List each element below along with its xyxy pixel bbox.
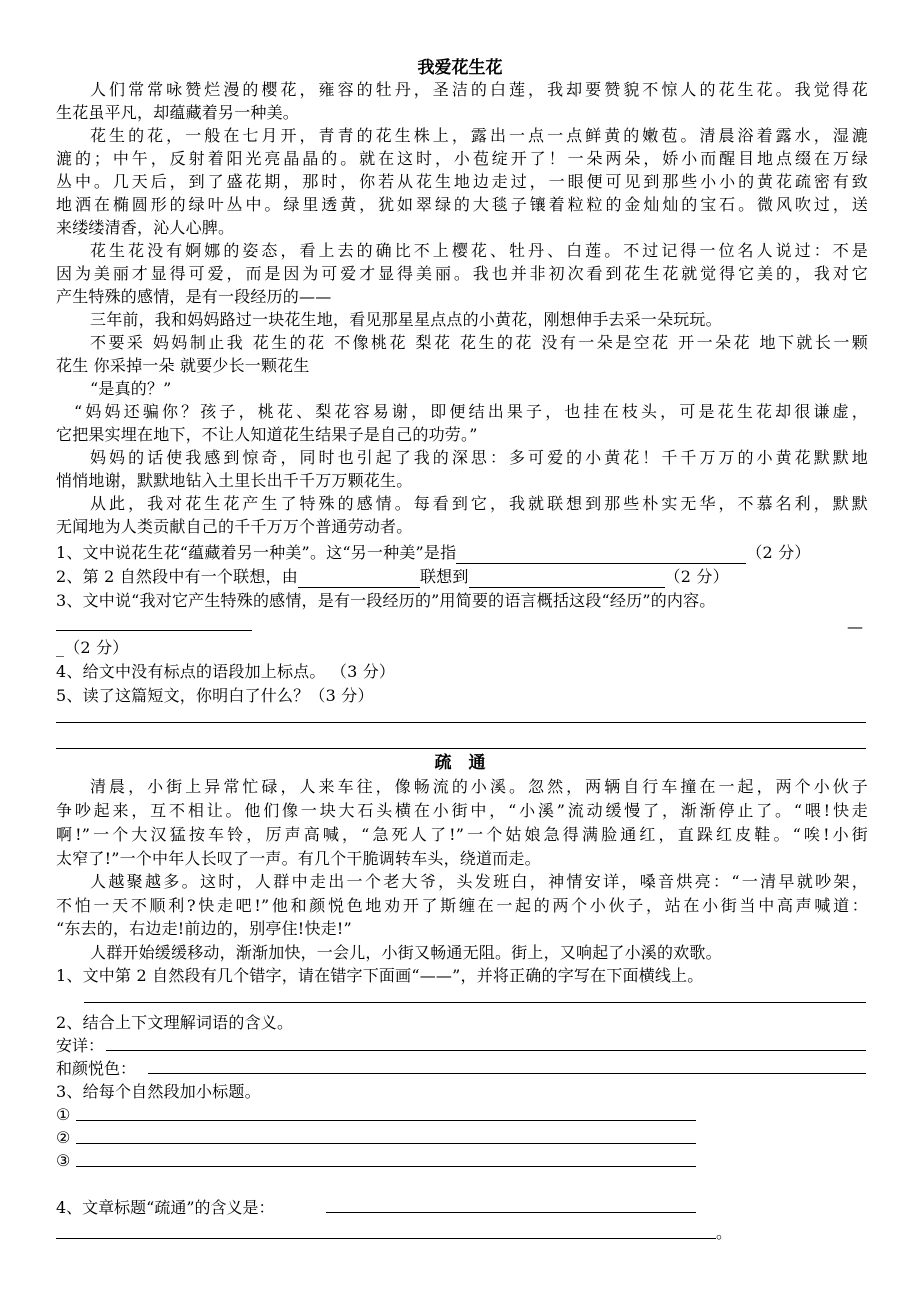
passage2-question-4: 4、文章标题“疏通”的含义是： <box>56 1198 275 1217</box>
passage1-line: 丛中。几天后，到了盛花期，那时，你若从花生地边走过，一眼便可见到那些小小的黄花疏密有致 <box>56 172 868 191</box>
answer-line-5a[interactable] <box>56 722 866 723</box>
passage1-line: “妈妈还骗你？孩子，桃花、梨花容易谢，即便结出果子，也挂在枝头，可是花生花却很谦虚， <box>74 402 868 421</box>
passage1-line: 无闻地为人类贡献自己的千千万万个普通劳动者。 <box>56 517 413 536</box>
passage2-line: 清晨，小街上异常忙碌，人来车往，像畅流的小溪。忽然，两辆自行车撞在一起，两个小伙子 <box>90 777 868 796</box>
passage2-question-3: 3、给每个自然段加小标题。 <box>56 1082 261 1101</box>
passage2-line: 人群开始缓缓移动，渐渐加快，一会儿，小街又畅通无阻。街上，又响起了小溪的欢歌。 <box>90 943 722 962</box>
circled-2: ② <box>56 1128 71 1147</box>
passage2-line: 争吵起来，互不相让。他们像一块大石头横在小街中，“小溪”流动缓慢了，渐渐停止了。“喂!快走 <box>56 801 868 820</box>
question-2-text-b: 联想到 <box>419 567 469 586</box>
passage2-line: 人越聚越多。这时，人群中走出一个老大爷，头发班白，神情安详，嗓音烘亮：“一清早就吵架， <box>90 872 868 891</box>
passage2-question-2: 2、结合上下文理解词语的含义。 <box>56 1013 294 1032</box>
subtitle-blank-1[interactable] <box>76 1120 696 1121</box>
word-heyan-blank[interactable] <box>148 1073 866 1074</box>
question-1-text: 1、文中说花生花“蕴藏着另一种美”。这“另一种美”是指 <box>56 543 457 562</box>
passage2-title: 疏 通 <box>434 753 486 773</box>
word-anxiang-blank[interactable] <box>106 1050 866 1051</box>
answer-blank-2b[interactable] <box>469 571 665 588</box>
passage2-answer-line-4b[interactable] <box>56 1238 716 1239</box>
passage2-line: 太窄了!”一个中年人长叹了一声。有几个干脆调转车头，绕道而走。 <box>56 849 541 868</box>
question-4: 4、给文中没有标点的语段加上标点。 （3 分） <box>56 662 396 681</box>
answer-line-5b[interactable] <box>56 748 866 749</box>
passage1-line: 三年前，我和妈妈路过一块花生地，看见那星星点点的小黄花，刚想伸手去采一朵玩玩。 <box>90 310 722 329</box>
end-period: 。 <box>716 1223 733 1242</box>
passage1-line: 它把果实埋在地下，不让人知道花生结果子是自己的功劳。” <box>56 425 478 444</box>
subtitle-blank-3[interactable] <box>76 1166 696 1167</box>
question-2 <box>56 566 868 588</box>
question-3: 3、文中说“我对它产生特殊的感情，是有一段经历的”用简要的语言概括这段“经历”的内容。 <box>56 591 716 610</box>
passage1-line: 生花虽平凡，却蕴藏着另一种美。 <box>56 103 300 122</box>
question-1 <box>56 542 868 564</box>
passage1-line: 人们常常咏赞烂漫的樱花，雍容的牡丹，圣洁的白莲，我却要赞貌不惊人的花生花。我觉得花 <box>90 80 868 99</box>
question-2-score: （2 分） <box>664 567 729 586</box>
question-3-dash: — <box>847 617 863 636</box>
word-anxiang-label: 安详： <box>56 1036 105 1055</box>
answer-line-3[interactable] <box>56 630 252 631</box>
question-5: 5、读了这篇短文，你明白了什么？（3 分） <box>56 686 374 705</box>
circled-1: ① <box>56 1105 71 1124</box>
passage2-line: “东去的，右边走!前边的，别亭住!快走!” <box>56 919 352 938</box>
passage1-line: 地洒在椭圆形的绿叶丛中。绿里透黄，犹如翠绿的大毯子镶着粒粒的金灿灿的宝石。微风吹过，送 <box>56 195 868 214</box>
passage2-line: 啊!”一个大汉猛按车铃，厉声高喊，“急死人了!”一个姑娘急得满脸通红，直跺红皮鞋。“唉!小街 <box>56 825 868 844</box>
passage1-line: 花生 你采掉一朵 就要少长一颗花生 <box>56 356 310 375</box>
passage2-answer-line-4a[interactable] <box>326 1212 696 1213</box>
passage1-line: 妈妈的话使我感到惊奇，同时也引起了我的深思：多可爱的小黄花！千千万万的小黄花默默地 <box>90 448 868 467</box>
passage1-line: 产生特殊的感情，是有一段经历的—— <box>56 287 332 306</box>
passage1-line: “是真的？” <box>90 379 172 398</box>
word-heyan-label: 和颜悦色： <box>56 1059 137 1078</box>
passage1-title: 我爱花生花 <box>417 58 503 78</box>
passage1-line: 花生花没有婀娜的姿态，看上去的确比不上樱花、牡丹、白莲。不过记得一位名人说过：不是 <box>90 241 868 260</box>
passage1-line: 花生的花，一般在七月开，青青的花生株上，露出一点一点鲜黄的嫩苞。清晨浴着露水，湿漉 <box>90 126 868 145</box>
question-1-score: （2 分） <box>746 543 811 562</box>
answer-blank-1[interactable] <box>456 547 746 564</box>
subtitle-blank-2[interactable] <box>76 1143 696 1144</box>
circled-3: ③ <box>56 1151 71 1170</box>
answer-blank-2a[interactable] <box>298 571 420 588</box>
passage1-line: 不要采 妈妈制止我 花生的花 不像桃花 梨花 花生的花 没有一朵是空花 开一朵花 地下就长一颗 <box>90 333 868 352</box>
passage1-line: 悄悄地谢，默默地钻入土里长出千千万万颗花生。 <box>56 471 413 490</box>
passage1-line: 来缕缕清香，沁人心脾。 <box>56 218 235 237</box>
passage1-line: 从此，我对花生花产生了特殊的感情。每看到它，我就联想到那些朴实无华，不慕名利，默默 <box>90 494 868 513</box>
passage1-line: 因为美丽才显得可爱，而是因为可爱才显得美丽。我也并非初次看到花生花就觉得它美的，我对它 <box>56 264 868 283</box>
passage2-answer-line-1[interactable] <box>84 1002 866 1003</box>
passage2-line: 不怕一天不顺利?快走吧!”他和颜悦色地劝开了斯缠在一起的两个小伙子，站在小街当中高声喊道： <box>56 896 868 915</box>
passage1-line: 漉的；中午，反射着阳光亮晶晶的。就在这时，小苞绽开了！一朵两朵，娇小而醒目地点缀在万绿 <box>56 149 868 168</box>
question-3-score: _（2 分） <box>56 638 129 657</box>
passage2-question-1: 1、文中第 2 自然段有几个错字，请在错字下面画“——”，并将正确的字写在下面横线上。 <box>56 966 704 985</box>
question-2-text-a: 2、第 2 自然段中有一个联想，由 <box>56 567 298 586</box>
